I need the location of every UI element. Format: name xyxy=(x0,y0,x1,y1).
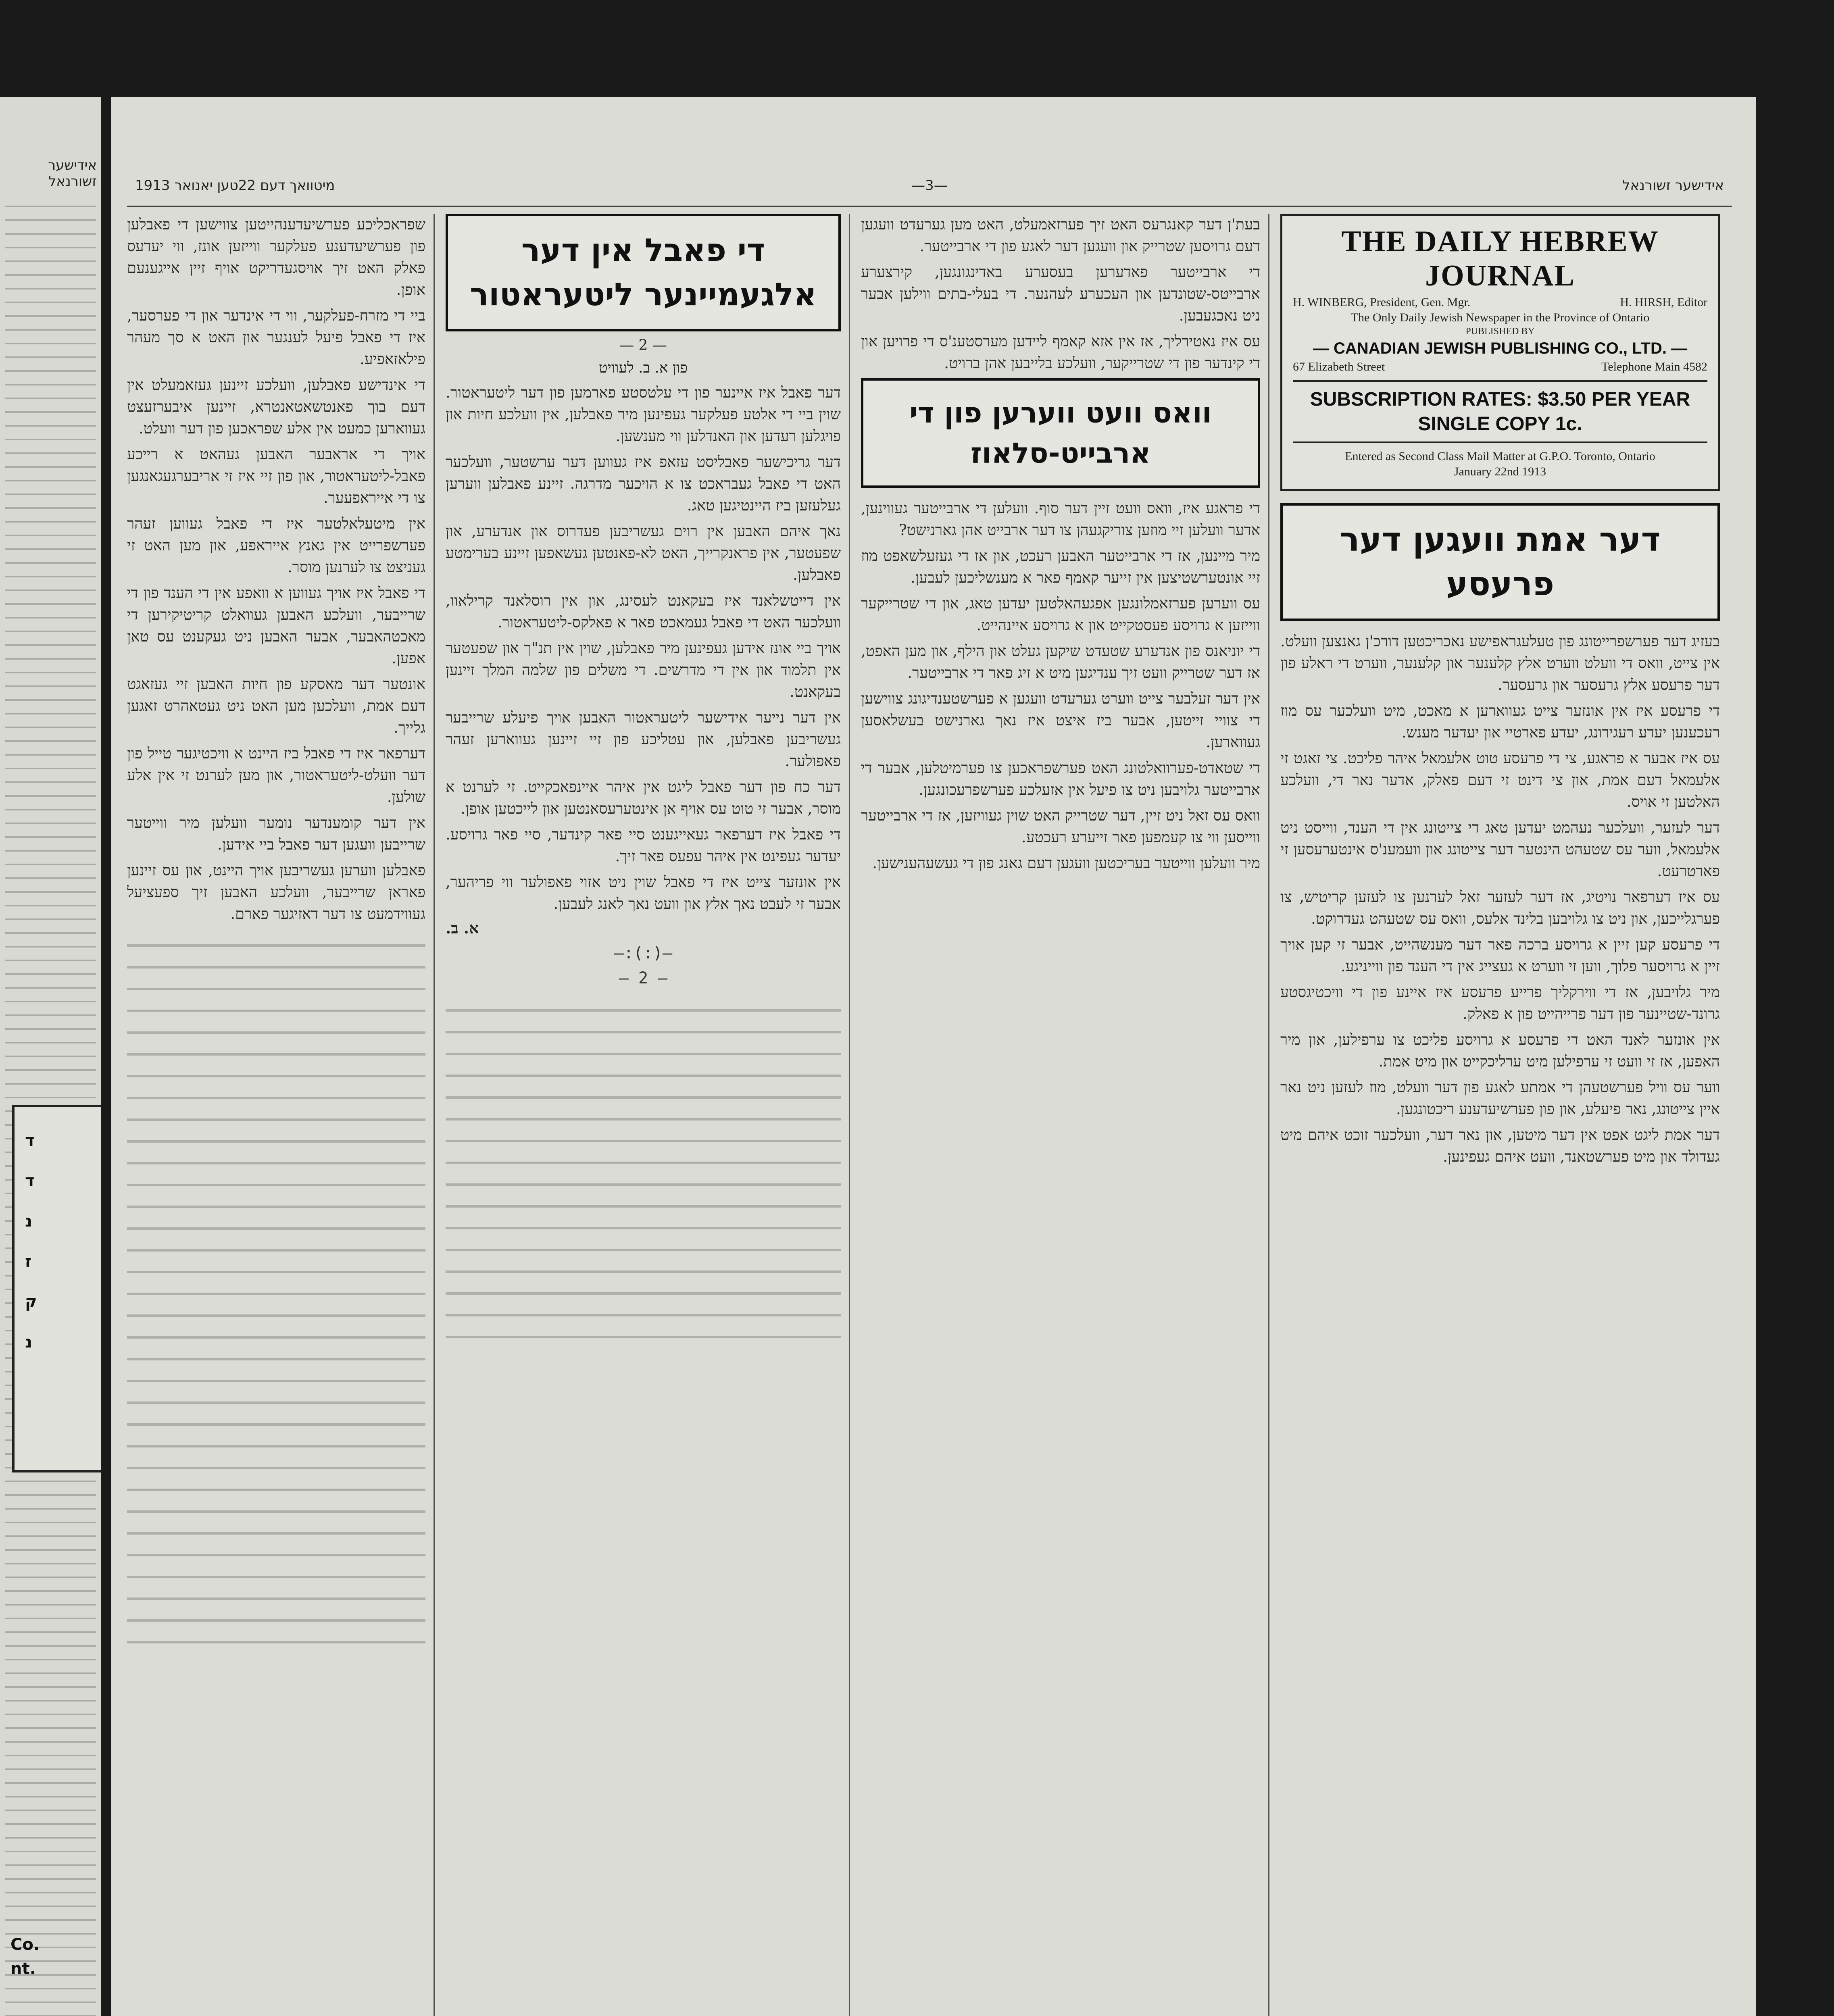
journal-tagline: The Only Daily Jewish Newspaper in the Province of Ontario xyxy=(1350,311,1650,324)
journal-publisher: — CANADIAN JEWISH PUBLISHING CO., LTD. — xyxy=(1313,339,1688,357)
paragraph: אונטער דער מאסקע פון חיות האבען זיי געזאגט דעם אמת, וועלכען מען האט ניט געטאהרט זאגען גלייך. xyxy=(127,675,425,736)
journal-subscription: SUBSCRIPTION RATES: $3.50 PER YEAR xyxy=(1310,389,1690,410)
ad-fragment: נ xyxy=(25,1212,33,1231)
paragraph: נאך איהם האבען אין רוים געשריבען פעדרוס און אנדערע, און שפעטער, אין פראנקרייך, האט לא-פאנטען געשאפען זיינע בערימטע פאבלען. xyxy=(446,523,841,583)
column-2 xyxy=(861,214,1260,2016)
column-4 xyxy=(127,214,425,2016)
paragraph: אין אונזער צייט איז די פאבל שוין ניט אזוי פאפולער ווי פריהער, אבער זי לעבט נאך אלץ און וועט נאך לאנג לעבען. xyxy=(446,873,841,912)
paragraph: דער לעזער, וועלכער נעהמט יעדען טאג די צייטונג אין די הענד, ווייסט ניט אלעמאל, ווער עס שטעהט הינטער דער צייטונג און וועמענ'ס אינטערעסען זי פארטרעט. xyxy=(1280,819,1720,880)
paragraph: עס איז נאטירליך, אז אין אזא קאמף ליידען מערסטענ'ס די פרויען און די קינדער פון די שטרייקער, וועלכע בלייבען אהן ברויט. xyxy=(861,333,1260,372)
ad-fragment: nt. xyxy=(10,1960,36,1978)
paragraph: די פאבל איז דערפאר געאייגענט סיי פאר קינדער, סיי פאר גרויסע. יעדער געפינט אין איהר עפעס פאר זיך. xyxy=(446,826,841,865)
column-3 xyxy=(446,214,841,2016)
paragraph: דער אמת ליגט אפט אין דער מיטען, און נאר דער, וועלכער זוכט איהם מיט געדולד און מיט פערשטאנד, וועט איהם געפינען. xyxy=(1280,1126,1720,1165)
paragraph: אויך די אראבער האבען געהאט א רייכע פאבל-ליטעראטור, און פון זיי איז זי אריבערגעגאנגען צו די אייראפעער. xyxy=(127,446,425,506)
ad-fragment: ד xyxy=(25,1172,35,1190)
journal-president: H. WINBERG, President, Gen. Mgr. xyxy=(1293,296,1471,309)
article-labor-intro xyxy=(861,214,1260,374)
paragraph: די אינדישע פאבלען, וועלכע זיינען געזאמעלט אין דעם בוך פאנטשאטאנטרא, זיינען איבערזעצט געווארען כמעט אין אלע שפראכען פון דער וועלט. xyxy=(127,376,425,437)
article-fable-body xyxy=(446,382,841,915)
journal-single-copy: SINGLE COPY 1c. xyxy=(1418,413,1582,435)
paragraph: דערפאר איז די פאבל ביז היינט א וויכטיגער טייל פון דער וועלט-ליטעראטור, און מען לערנט זי אין אלע שולען. xyxy=(127,745,425,806)
text-filler xyxy=(127,929,425,1655)
article-press-body xyxy=(1280,631,1720,1168)
paragraph: בעת'ן דער קאנגרעס האט זיך פערזאמעלט, האט מען גערעדט וועגען דעם גרויסען שטרייק און וועגען דער לאגע פון די ארבייטער. xyxy=(861,216,1260,255)
column-separator xyxy=(1268,214,1269,2016)
paragraph: אין דער נייער אידישער ליטעראטור האבען אויך פיעלע שרייבער געשריבען פאבלען, און עטליכע פון זיי זיינען געווארען זעהר פאפולער. xyxy=(446,709,841,770)
paragraph: די פרעסע איז אין אונזער צייט געווארען א מאכט, מיט וועלכער עס מוז רעכענען יעדע רעגירונג, יעדע פארטיי און יעדער מענש. xyxy=(1280,702,1720,741)
previous-page-ad-box xyxy=(12,1105,101,1472)
masthead-rule xyxy=(127,206,1732,207)
journal-entered: Entered as Second Class Mail Matter at G.P.O. Toronto, Ontario xyxy=(1345,450,1655,463)
section-separator: —:(:)— xyxy=(614,944,673,962)
paragraph: ווער עס וויל פערשטעהן די אמתע לאגע פון דער וועלט, מוז לעזען ניט נאר איין צייטונג, נאר פיעלע, און פון פערשיעדענע ריכטונגען. xyxy=(1280,1079,1720,1118)
journal-editor: H. HIRSH, Editor xyxy=(1620,296,1707,309)
journal-published-by: PUBLISHED BY xyxy=(1465,326,1535,337)
journal-contact xyxy=(1293,360,1707,374)
paragraph: די פאבל איז אויך געווען א וואפע אין די הענד פון די שרייבער, וועלכע האבען געוואלט קריטיקירען די מאכטהאבער, אבער האבען ניט געקענט עס טאן אפען. xyxy=(127,584,425,667)
paragraph: מיר וועלען ווייטער בעריכטען וועגען דעם גאנג פון די געשעהענישען. xyxy=(872,854,1260,872)
masthead-date: מיטוואך דעם 22טען יאנואר 1913 xyxy=(135,177,335,194)
paragraph: די פראגע איז, וואס וועט זיין דער סוף. וועלען די ארבייטער געווינען, אדער וועלען זיי מוזען צוריקגעהן צו דער ארבייט אהן גארנישט? xyxy=(861,500,1260,539)
previous-page-header: אידישער זשורנאל xyxy=(48,157,97,190)
paragraph: דער גריכישער פאבליסט עזאפ איז געווען דער ערשטער, וועלכער האט די פאבל געבראכט צו א הויכער מדרגה. זיינע פאבלען ווערען געלעזען ביז היינטיגען טאג. xyxy=(446,453,841,514)
journal-address: 67 Elizabeth Street xyxy=(1293,360,1385,373)
paragraph: וואס עס זאל ניט זיין, דער שטרייק האט שוין געוויזען, אז די ארבייטער ווייסען ווי צו קעמפען פאר זייערע רעכטע. xyxy=(861,807,1260,846)
text-filler xyxy=(446,994,841,1357)
paragraph: אין מיטעלאלטער איז די פאבל געווען זעהר פערשפרייט אין גאנץ אייראפע, און מען האט זי געניצט צו לערנען מוסר. xyxy=(127,515,425,576)
paragraph: די פרעסע קען זיין א גרויסע ברכה פאר דער מענשהייט, אבער זי קען אויך זיין א גרויסער פלוך, ווען זי ווערט א געצייג אין די הענד פון ווייניגע. xyxy=(1280,936,1720,975)
article-fable-continued xyxy=(127,214,425,925)
column-1 xyxy=(1280,214,1720,2016)
fable-section-mark: — 2 — xyxy=(619,337,667,354)
paragraph: עס איז אבער א פראגע, צי די פרעסע טוט אלעמאל איהר פליכט. צי זאגט זי אלעמאל דעם אמת, און צי דינט זי דעם פאלק, אדער נאר די, וועלכע האלטען זי אויס. xyxy=(1280,750,1720,810)
paragraph: אין דער זעלבער צייט ווערט גערעדט וועגען א פערשטענדיגונג צווישען די צוויי זייטען, אבער ביז איצט איז נאך גארנישט בעשלאסען געווארען. xyxy=(861,690,1260,751)
masthead-page-number: —3— xyxy=(911,177,948,194)
journal-divider xyxy=(1293,380,1707,382)
headline-labor: וואס וועט ווערען פון די ארבייט-סלאוז xyxy=(861,378,1260,488)
ad-fragment: נ xyxy=(25,1333,33,1352)
paragraph: מיר גלויבען, אז די ווירקליך פרייע פרעסע איז איינע פון די וויכטיגסטע גרונד-שטיינער פון דער פרייהייט פון א פאלק. xyxy=(1280,983,1720,1023)
paragraph: שפראכליכע פערשיעדענהייטען צווישען די פאבלען פון פערשיעדענע פעלקער ווייזען אונז, ווי יעדעס פאלק האט זיך אויסגעדריקט אויף זיין אייגענעם אופן. xyxy=(127,216,425,298)
journal-divider xyxy=(1293,442,1707,443)
newspaper-page xyxy=(111,97,1756,2016)
ad-fragment: ד xyxy=(25,1131,35,1150)
paragraph: די ארבייטער פאדערען בעסערע באדינגונגען, קירצערע ארבייטס-שטונדען און העכערע לעהנער. די בעלי-בתים ווילען אבער ניט נאכגעבען. xyxy=(861,263,1260,324)
fable-byline: פון א. ב. לעוויט xyxy=(598,360,688,376)
paragraph: די יוניאנס פון אנדערע שטעדט שיקען געלט און הילף, און מען האפט, אז דער שטרייק וועט זיך ענדיגען מיט א זיג פאר די ארבייטער. xyxy=(861,642,1260,681)
section-mark: — 2 — xyxy=(619,969,668,987)
paragraph: די שטאדט-פערוואלטונג האט פערשפראכען צו פערמיטלען, אבער די ארבייטער גלויבען ניט צו פיעל אין אזעלכע פערשפרעכונגען. xyxy=(861,759,1260,798)
paragraph: ביי די מזרח-פעלקער, ווי די אינדער און די פערסער, איז די פאבל פיעל לענגער און האט א סך מעהר פילאזאפיע. xyxy=(127,307,425,368)
ad-fragment: ז xyxy=(25,1252,32,1271)
page-masthead xyxy=(135,177,1724,202)
paragraph: אין אונזער לאנד האט די פרעסע א גרויסע פליכט צו ערפילען, און מיר האפען, אז זי וועט זי ערפילען מיט ערליכקייט און מיט אמת. xyxy=(1280,1031,1720,1070)
column-separator xyxy=(849,214,850,2016)
paragraph: בעזיג דער פערשפרייטונג פון טעלעגראפישע נאכריכטען דורכ'ן גאנצען וועלט. אין צייט, וואס די וועלט ווערט אלץ קלענער און קלענער, ווערט די ראלע פון דער פרעסע אלץ גרעסער און גרעסער. xyxy=(1280,633,1720,694)
fable-signature: א. ב. xyxy=(446,919,479,937)
ad-fragment: Co. xyxy=(10,1935,40,1954)
headline-fable: די פאבל אין דער אלגעמיינער ליטעראטור xyxy=(446,214,841,331)
paragraph: אין דייטשלאנד איז בעקאנט לעסינג, און אין רוסלאנד קרילאוו, וועלכער האט די פאבל געמאכט פאר א פאלקס-ליטעראטור. xyxy=(446,592,841,631)
journal-telephone: Telephone Main 4582 xyxy=(1601,360,1707,373)
paragraph: דער פאבל איז איינער פון די עלטסטע פארמען פון דער ליטעראטור. שוין ביי די אלטע פעלקער געפינען מיר פאבלען, אין וועלכע חיות און פויגלען רעדען און האנדלען ווי מענשען. xyxy=(446,384,841,445)
paragraph: דער כח פון דער פאבל ליגט אין איהר איינפאכקייט. זי לערנט א מוסר, אבער זי טוט עס אויף אן אינטערעסאנטען און לייכטען אופן. xyxy=(446,778,841,817)
column-separator xyxy=(433,214,435,2016)
paragraph: מיר מיינען, אז די ארבייטער האבען רעכט, און אז די געזעלשאפט מוז זיי אונטערשטיצען אין זייער קאמף פאר א מענשליכען לעבען. xyxy=(861,547,1260,586)
paragraph: עס איז דערפאר נויטיג, אז דער לעזער זאל לערנען צו לעזען קריטיש, צו פערגלייכען, און ניט צו גלויבען בלינד אלעס, וואס עס שטעהט געדרוקט. xyxy=(1280,888,1720,927)
previous-page-strip xyxy=(0,97,101,2016)
journal-date: January 22nd 1913 xyxy=(1454,465,1546,478)
journal-staff xyxy=(1293,296,1707,309)
paragraph: אין דער קומענדער נומער וועלען מיר ווייטער שרייבען וועגען דער פאבל ביי אידען. xyxy=(127,814,425,853)
journal-info-box xyxy=(1280,214,1720,491)
paragraph: אויך ביי אונז אידען געפינען מיר פאבלען, שוין אין תנ"ך און שפעטער אין תלמוד און אין די מדרשים. די משלים פון שלמה המלך זיינען בעקאנט. xyxy=(446,639,841,700)
paragraph: פאבלען ווערען געשריבען אויך היינט, און עס זיינען פאראן שרייבער, וועלכע האבען זיך ספעציעל געווידמעט צו דער דאזיגער פארם. xyxy=(127,862,425,923)
paragraph: עס ווערען פערזאמלונגען אפגעהאלטען יעדען טאג, און די שטרייקער ווייזען א גרויסע פעסטקייט און א גרויסע איינהייט. xyxy=(861,595,1260,634)
ad-fragment: ק xyxy=(25,1293,37,1311)
article-labor-body xyxy=(861,498,1260,874)
journal-title: THE DAILY HEBREW JOURNAL xyxy=(1341,225,1659,292)
headline-press: דער אמת וועגען דער פרעסע xyxy=(1280,503,1720,621)
masthead-paper-name: אידישער זשורנאל xyxy=(1622,177,1724,194)
